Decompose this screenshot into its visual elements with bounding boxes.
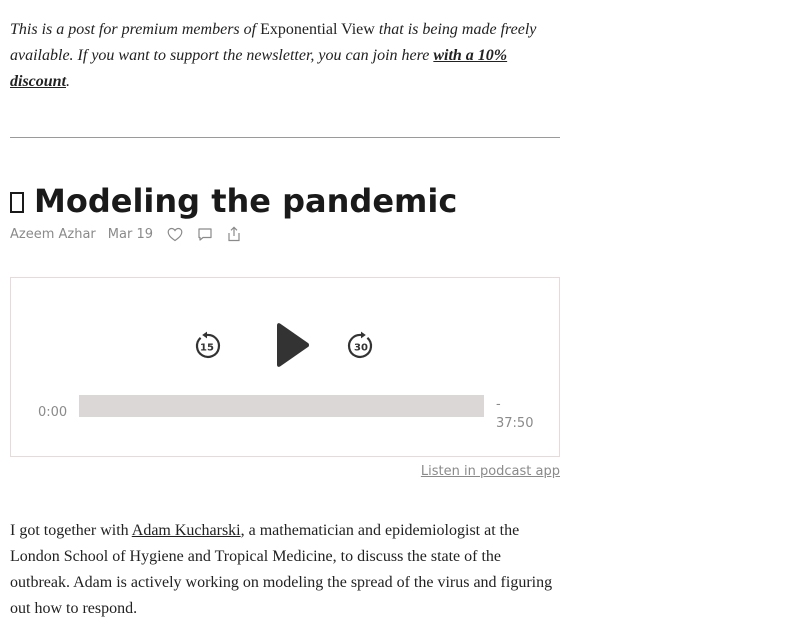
title-glyph-icon (10, 192, 24, 213)
post-body-paragraph (10, 518, 560, 622)
person-link[interactable]: Adam Kucharski (131, 522, 241, 539)
share-button[interactable] (227, 226, 241, 242)
remaining-time (496, 396, 541, 433)
current-time: 0:00 (38, 405, 68, 420)
notice-text-end: . (66, 73, 71, 90)
skip-back-15-icon (192, 331, 222, 361)
post-title (10, 180, 457, 222)
notice-text-start: This is a post for premium members of (10, 21, 257, 38)
skip-forward-seconds: 30 (354, 342, 368, 354)
author-name[interactable]: Azeem Azhar (10, 226, 96, 242)
post-meta (10, 224, 241, 244)
skip-back-seconds: 15 (200, 342, 214, 354)
comment-icon (197, 227, 213, 242)
body-text-start: I got together with (10, 522, 129, 539)
audio-player (10, 277, 560, 457)
body-text-rest: , a mathematician and epidemiologist at the London School of Hygiene and Tropical Medicine, to discuss the state of the outbreak. Adam is actively working on modeling the spread of the virus and figuring out how to respond. (10, 522, 553, 617)
post-title-text: Modeling the pandemic (34, 182, 458, 220)
heart-icon (167, 227, 183, 242)
section-divider (10, 137, 560, 138)
newsletter-brand: Exponential View (260, 21, 375, 38)
premium-notice (10, 17, 560, 95)
remaining-prefix: - (496, 397, 501, 412)
progress-bar[interactable] (79, 395, 484, 417)
notice-text-middle: that is being made freely available. If you want to support the newsletter, you can join here (10, 21, 537, 64)
remaining-value: 37:50 (496, 416, 534, 431)
listen-in-podcast-app-link[interactable]: Listen in podcast app (420, 464, 560, 479)
skip-back-button[interactable] (192, 331, 222, 366)
play-button[interactable] (267, 320, 311, 375)
post-date: Mar 19 (107, 226, 153, 242)
skip-forward-button[interactable] (346, 331, 376, 366)
play-icon (267, 320, 311, 370)
skip-forward-30-icon (346, 331, 376, 361)
discount-link[interactable]: with a 10% discount (10, 47, 508, 90)
comment-button[interactable] (197, 227, 213, 242)
like-button[interactable] (167, 227, 183, 242)
share-icon (227, 226, 241, 242)
